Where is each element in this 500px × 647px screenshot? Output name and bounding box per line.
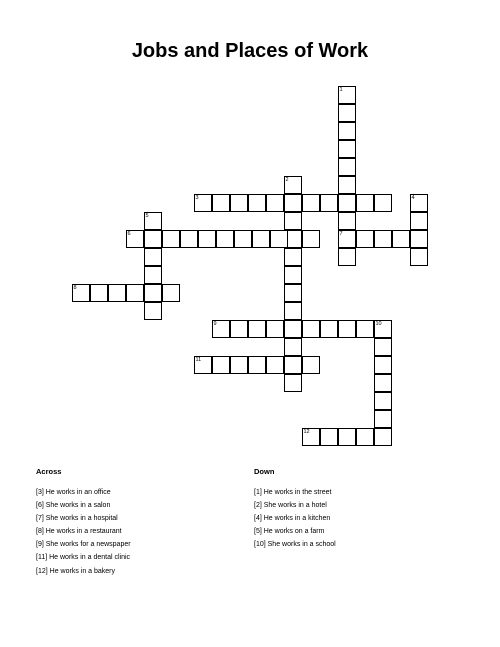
across-clue [36, 551, 131, 564]
grid-cell[interactable] [374, 392, 392, 410]
grid-cell[interactable] [144, 266, 162, 284]
clue-number: [3] [36, 489, 44, 496]
clue-number-label: 7 [339, 230, 343, 237]
grid-cell[interactable] [198, 230, 216, 248]
clue-number: [5] [254, 528, 262, 536]
grid-cell[interactable] [338, 194, 356, 212]
grid-cell[interactable] [284, 338, 302, 356]
grid-cell[interactable] [248, 194, 266, 212]
grid-cell[interactable] [410, 230, 428, 248]
down-clue-list [254, 486, 336, 551]
clue-text: He works in an office [45, 489, 111, 496]
grid-cell[interactable] [284, 302, 302, 320]
clue-number-label: 5 [145, 212, 149, 219]
grid-cell[interactable] [266, 320, 284, 338]
grid-cell[interactable] [270, 230, 288, 248]
down-clue [254, 499, 336, 512]
across-clue [36, 512, 131, 525]
grid-cell[interactable] [338, 140, 356, 158]
across-clue [36, 486, 131, 499]
grid-cell[interactable] [108, 284, 126, 302]
clue-text: She works for a newspaper [45, 541, 131, 549]
grid-cell[interactable] [248, 320, 266, 338]
clue-number-label: 12 [303, 428, 310, 435]
grid-cell[interactable] [162, 284, 180, 302]
grid-cell[interactable] [212, 356, 230, 374]
down-clue [254, 525, 336, 538]
clue-number: [6] [36, 502, 44, 510]
grid-cell[interactable] [302, 356, 320, 374]
grid-cell[interactable] [338, 428, 356, 446]
grid-cell[interactable] [338, 122, 356, 140]
clue-number-label: 6 [127, 230, 131, 237]
grid-cell[interactable] [284, 356, 302, 374]
across-clue [36, 565, 131, 578]
clue-number: [2] [254, 502, 262, 510]
clue-text: He works in a kitchen [263, 515, 331, 523]
grid-cell[interactable] [284, 320, 302, 338]
clue-text: He works in a bakery [49, 567, 115, 575]
clue-text: She works in a school [267, 541, 336, 549]
grid-cell[interactable] [338, 320, 356, 338]
across-clue [36, 499, 131, 512]
grid-cell[interactable] [320, 320, 338, 338]
puzzle-title: Jobs and Places of Work [131, 40, 369, 62]
grid-cell[interactable] [90, 284, 108, 302]
clue-number-label: 10 [375, 320, 382, 327]
grid-cell[interactable] [284, 212, 302, 230]
grid-cell[interactable] [266, 194, 284, 212]
clue-number: [10] [254, 541, 266, 549]
grid-cell[interactable] [212, 194, 230, 212]
grid-cell[interactable] [126, 284, 144, 302]
clue-text: He works in the street [263, 489, 332, 496]
grid-cell[interactable] [284, 248, 302, 266]
clue-number-label: 1 [339, 86, 343, 93]
grid-cell[interactable] [356, 428, 374, 446]
down-clue [254, 512, 336, 525]
grid-cell[interactable] [144, 230, 162, 248]
grid-cell[interactable] [284, 266, 302, 284]
grid-cell[interactable] [374, 194, 392, 212]
grid-cell[interactable] [284, 374, 302, 392]
grid-cell[interactable] [230, 194, 248, 212]
grid-cell[interactable] [284, 194, 302, 212]
grid-cell[interactable] [302, 320, 320, 338]
grid-cell[interactable] [374, 410, 392, 428]
clue-number: [4] [254, 515, 262, 523]
clue-number-label: 11 [195, 356, 202, 363]
grid-cell[interactable] [144, 284, 162, 302]
across-clue [36, 525, 131, 538]
clue-text: He works on a farm [263, 528, 325, 536]
across-clue [36, 538, 131, 551]
clue-text: She works in a hotel [263, 502, 327, 510]
grid-cell[interactable] [374, 428, 392, 446]
grid-cell[interactable] [410, 212, 428, 230]
grid-cell[interactable] [216, 230, 234, 248]
clue-number-label: 9 [213, 320, 217, 327]
clue-text: She works in a salon [45, 502, 111, 510]
clue-text: He works in a dental clinic [49, 554, 131, 562]
clue-number: [12] [36, 567, 48, 575]
grid-cell[interactable] [338, 104, 356, 122]
clue-number: [7] [36, 515, 44, 523]
grid-cell[interactable] [180, 230, 198, 248]
grid-cell[interactable] [356, 194, 374, 212]
clue-number-label: 3 [195, 194, 199, 201]
clue-number: [9] [36, 541, 44, 549]
grid-cell[interactable] [356, 320, 374, 338]
grid-cell[interactable] [266, 356, 284, 374]
clue-number-label: 4 [411, 194, 415, 201]
grid-cell[interactable] [162, 230, 180, 248]
grid-cell[interactable] [302, 230, 320, 248]
across-clue-list [36, 486, 131, 578]
grid-cell[interactable] [320, 194, 338, 212]
grid-cell[interactable] [338, 248, 356, 266]
grid-cell[interactable] [144, 302, 162, 320]
grid-cell[interactable] [252, 230, 270, 248]
down-heading: Down [254, 467, 275, 476]
grid-cell[interactable] [374, 230, 392, 248]
grid-cell[interactable] [234, 230, 252, 248]
clue-number: [1] [254, 489, 262, 496]
clue-number: [11] [36, 554, 48, 562]
across-heading: Across [36, 467, 62, 476]
grid-cell[interactable] [338, 212, 356, 230]
grid-cell[interactable] [374, 338, 392, 356]
grid-cell[interactable] [230, 356, 248, 374]
grid-cell[interactable] [338, 158, 356, 176]
grid-cell[interactable] [230, 320, 248, 338]
grid-cell[interactable] [374, 374, 392, 392]
grid-cell[interactable] [356, 230, 374, 248]
grid-cell[interactable] [248, 356, 266, 374]
grid-cell[interactable] [302, 194, 320, 212]
down-clue [254, 538, 336, 551]
clue-text: She works in a hospital [45, 515, 118, 523]
down-clue [254, 486, 336, 499]
grid-cell[interactable] [144, 248, 162, 266]
grid-cell[interactable] [374, 356, 392, 374]
grid-cell[interactable] [320, 428, 338, 446]
clue-text: He works in a restaurant [45, 528, 122, 536]
clue-number-label: 8 [73, 284, 77, 291]
grid-cell[interactable] [392, 230, 410, 248]
grid-cell[interactable] [338, 176, 356, 194]
clue-number-label: 2 [285, 176, 289, 183]
clue-number: [8] [36, 528, 44, 536]
grid-cell[interactable] [410, 248, 428, 266]
grid-cell[interactable] [284, 284, 302, 302]
